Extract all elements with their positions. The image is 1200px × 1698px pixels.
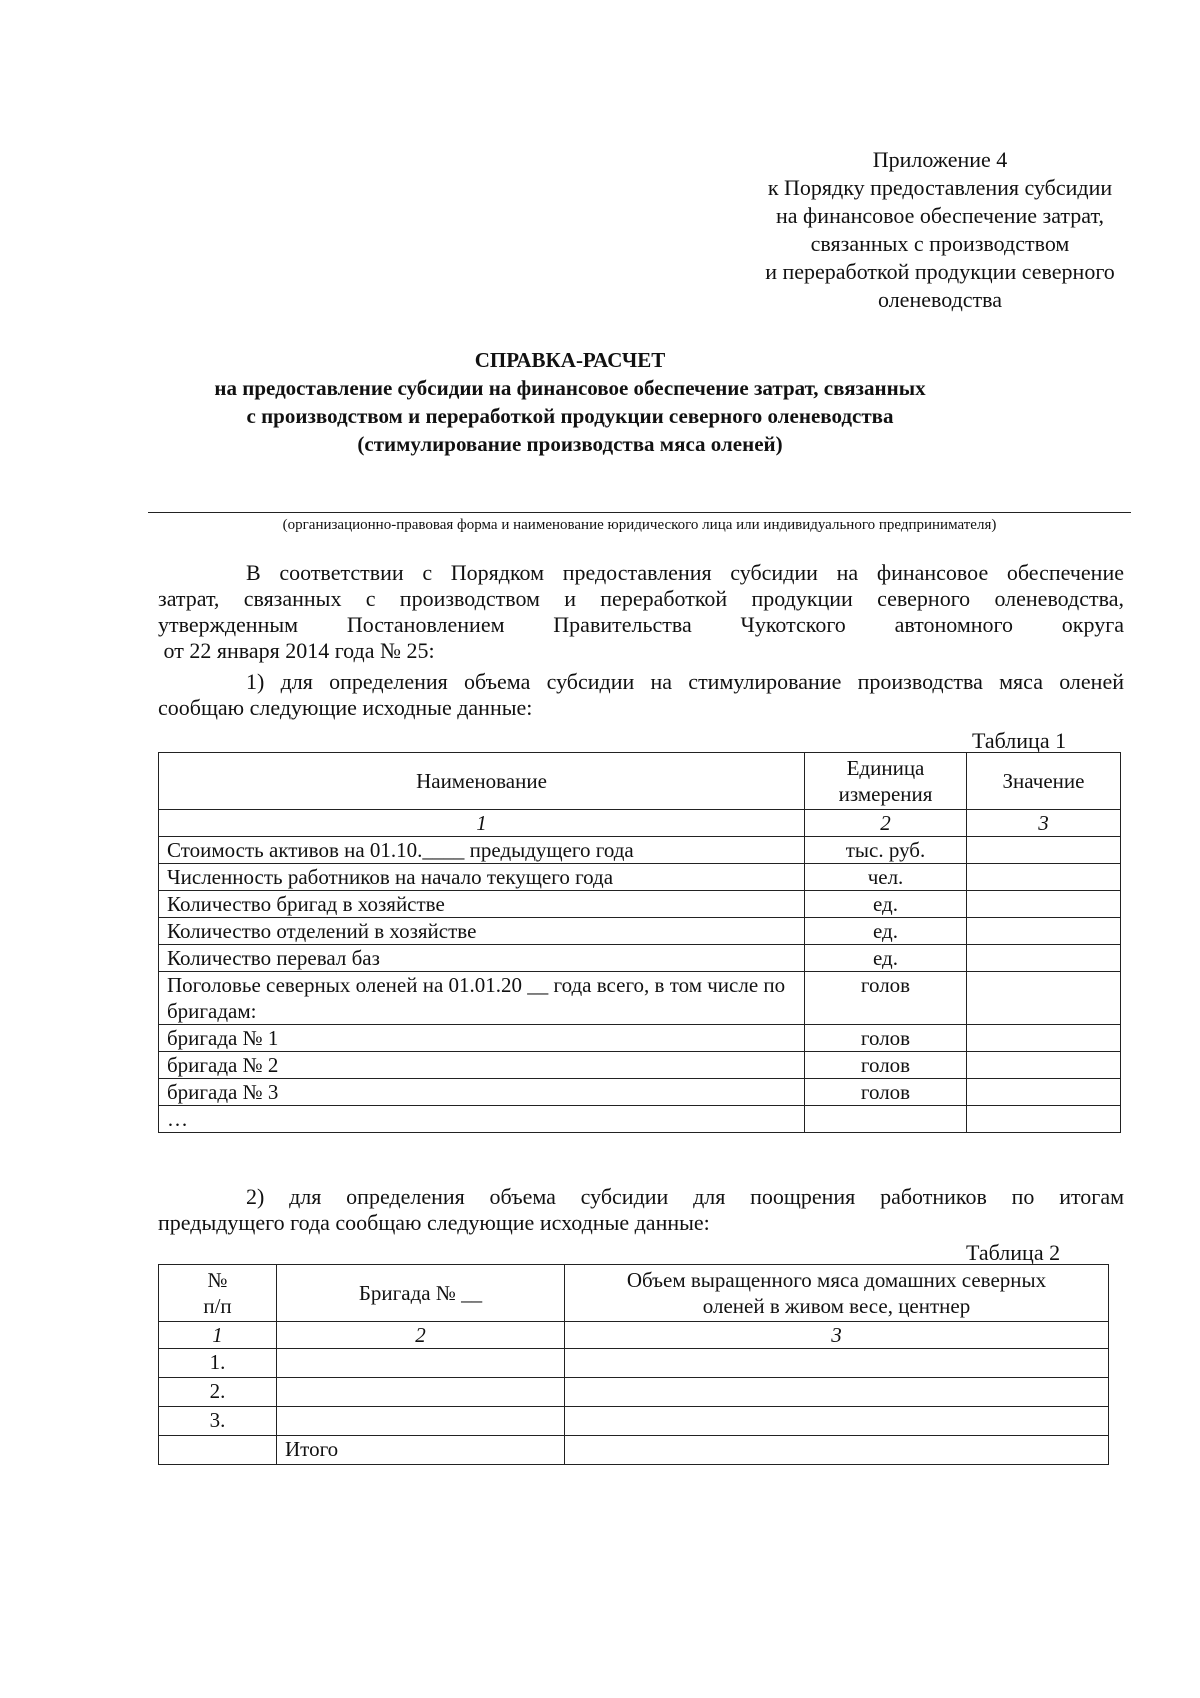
appendix-line: связанных с производством [810,231,1070,256]
table1-header-name: Наименование [159,753,805,810]
table2-row-num: 2. [159,1378,277,1407]
table1-row-name: бригада № 2 [159,1052,805,1079]
table1-row-name: бригада № 3 [159,1079,805,1106]
item2-line: предыдущего года сообщаю следующие исходные данные: [158,1210,710,1235]
table1-row-unit: голов [805,1052,967,1079]
table2-header-volume-line: Объем выращенного мяса домашних северных [626,1268,1047,1292]
table2-col-number: 1 [159,1322,277,1349]
table1-header-unit-line: измерения [838,782,933,806]
table2-row-brigade[interactable] [277,1349,565,1378]
table1-header-unit-line: Единица [846,756,925,780]
table1-row-unit [805,1106,967,1133]
table1-row-value[interactable] [967,1025,1121,1052]
table1-row-unit: голов [805,1079,967,1106]
item1-line [158,669,1124,695]
table1-row-unit: ед. [805,918,967,945]
appendix-line: и переработкой продукции северного [765,259,1115,284]
table2-header-volume [565,1265,1109,1322]
table1-row-unit: голов [805,972,967,1025]
table1-row-unit: голов [805,1025,967,1052]
table2-number-row [159,1322,1109,1349]
intro-line: утвержденным Постановлением Правительства Чукотского автономного округа [158,612,1124,637]
table2-col-number: 3 [565,1322,1109,1349]
table-row [159,1349,1109,1378]
table1-row-value[interactable] [967,837,1121,864]
table1-row-value[interactable] [967,918,1121,945]
table-row [159,1052,1121,1079]
document-title [140,346,1000,458]
table1-header-value: Значение [967,753,1121,810]
table1-row-value[interactable] [967,972,1121,1025]
title-line: с производством и переработкой продукции северного оленеводства [246,404,894,428]
table-row [159,945,1121,972]
table1-row-name: Количество бригад в хозяйстве [159,891,805,918]
table-row [159,864,1121,891]
table1-row-name: бригада № 1 [159,1025,805,1052]
intro-line: затрат, связанных с производством и переработкой продукции северного оленеводства, [158,586,1124,611]
intro-line: от 22 января 2014 года № 25: [158,638,435,663]
item1-line: сообщаю следующие исходные данные: [158,695,533,720]
table2-row-volume[interactable] [565,1378,1109,1407]
table1-row-name: Стоимость активов на 01.10.____ предыдущего года [159,837,805,864]
table1-row-value[interactable] [967,1052,1121,1079]
table2-header-num-line: № [207,1268,228,1292]
table2-header-brigade: Бригада № __ [277,1265,565,1322]
title-line: на предоставление субсидии на финансовое обеспечение затрат, связанных [214,376,926,400]
table2-row-volume[interactable] [565,1407,1109,1436]
table1-row-value[interactable] [967,1106,1121,1133]
table1-caption: Таблица 1 [972,728,1067,753]
table2-header-volume-line: оленей в живом весе, центнер [702,1294,971,1318]
table-row [159,1436,1109,1465]
intro-line [158,560,1124,586]
table2-row-brigade[interactable] [277,1378,565,1407]
table2-header-row [159,1265,1109,1322]
appendix-line: Приложение 4 [872,147,1008,172]
table-row [159,891,1121,918]
table2-row-num [159,1436,277,1465]
table-row [159,1106,1121,1133]
table1-row-unit: тыс. руб. [805,837,967,864]
table2 [158,1264,1109,1465]
table2-total-label: Итого [277,1436,565,1465]
title-line: СПРАВКА-РАСЧЕТ [474,348,666,372]
table2-row-brigade[interactable] [277,1407,565,1436]
table1-header-row [159,753,1121,810]
table-row [159,1025,1121,1052]
table2-caption: Таблица 2 [966,1240,1061,1265]
table1-number-row [159,810,1121,837]
appendix-line: к Порядку предоставления субсидии [767,175,1113,200]
table2-row-volume[interactable] [565,1436,1109,1465]
table1-row-value[interactable] [967,1079,1121,1106]
table-row [159,1079,1121,1106]
table1-col-number: 2 [805,810,967,837]
table1-row-name: Поголовье северных оленей на 01.01.20 __ года всего, в том числе по бригадам: [159,972,805,1025]
intro-line-text: В соответствии с Порядком предоставления субсидии на финансовое обеспечение [246,560,1124,585]
table1-row-name: Количество перевал баз [159,945,805,972]
table1-row-name: Количество отделений в хозяйстве [159,918,805,945]
table1-row-unit: ед. [805,891,967,918]
table1-col-number: 3 [967,810,1121,837]
table1-row-name: … [159,1106,805,1133]
table1-row-name: Численность работников на начало текущего года [159,864,805,891]
item1-line-text: 1) для определения объема субсидии на стимулирование производства мяса оленей [246,669,1124,694]
table2-col-number: 2 [277,1322,565,1349]
table-row [159,972,1121,1025]
table2-row-num: 3. [159,1407,277,1436]
item1-paragraph [158,669,1124,721]
table1-col-number: 1 [159,810,805,837]
appendix-line: на финансовое обеспечение затрат, [776,203,1104,228]
table2-row-num: 1. [159,1349,277,1378]
organization-caption: (организационно-правовая форма и наименование юридического лица или индивидуального предпринимателя) [282,517,997,533]
table1-row-unit: ед. [805,945,967,972]
table1-header-unit [805,753,967,810]
table2-row-volume[interactable] [565,1349,1109,1378]
item2-line [158,1184,1124,1210]
table1-row-unit: чел. [805,864,967,891]
intro-paragraph [158,560,1124,664]
table1-row-value[interactable] [967,945,1121,972]
appendix-line: оленеводства [877,287,1003,312]
table2-header-num-line: п/п [203,1294,232,1318]
title-line: (стимулирование производства мяса оленей) [357,432,783,456]
table-row [159,918,1121,945]
table1 [158,752,1121,1133]
table-row [159,1378,1109,1407]
table1-row-value[interactable] [967,891,1121,918]
organization-fill-line [148,512,1131,513]
item2-line-text: 2) для определения объема субсидии для поощрения работников по итогам [246,1184,1124,1209]
appendix-header [700,146,1180,314]
table-row [159,837,1121,864]
table-row [159,1407,1109,1436]
item2-paragraph [158,1184,1124,1236]
table2-header-num [159,1265,277,1322]
table1-row-value[interactable] [967,864,1121,891]
